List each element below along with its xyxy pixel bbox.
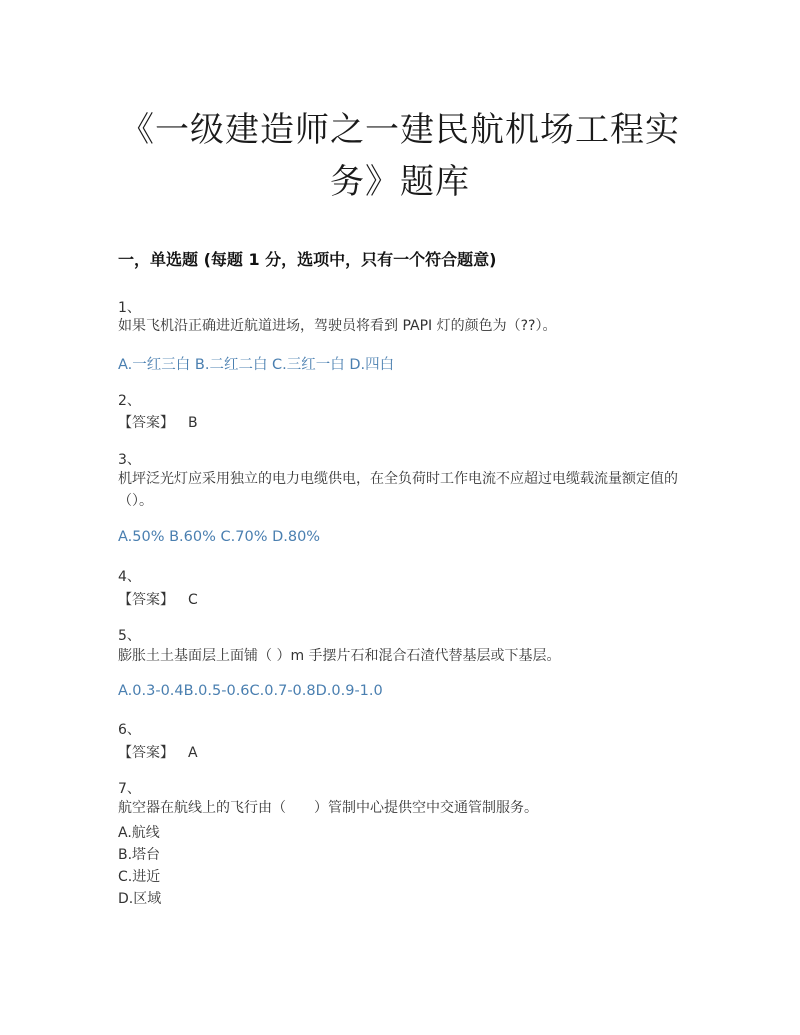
option-line: B.塔台 <box>118 847 161 863</box>
answer-line <box>118 742 198 762</box>
question-options: A.0.3-0.4B.0.5-0.6C.0.7-0.8D.0.9-1.0 <box>118 683 383 699</box>
title-line-2: 务》题库 <box>330 162 470 202</box>
question-number: 6、 <box>118 722 141 738</box>
question-number: 1、 <box>118 300 141 316</box>
answer-line <box>118 412 198 432</box>
section-heading: 一，单选题 (每题 1 分，选项中，只有一个符合题意) <box>118 250 497 269</box>
question-options: A.一红三白 B.二红二白 C.三红一白 D.四白 <box>118 357 395 373</box>
document-title <box>100 104 700 208</box>
option-line: A.航线 <box>118 825 160 841</box>
answer-label: 【答案】 <box>118 592 174 608</box>
answer-line <box>118 589 198 609</box>
question-number: 3、 <box>118 452 141 468</box>
title-line-1: 《一级建造师之一建民航机场工程实 <box>120 110 680 150</box>
question-number: 5、 <box>118 628 141 644</box>
option-line: D.区域 <box>118 891 162 907</box>
question-text: 如果飞机沿正确进近航道进场，驾驶员将看到 PAPI 灯的颜色为（??）。 <box>118 318 557 334</box>
question-text: 机坪泛光灯应采用独立的电力电缆供电，在全负荷时工作电流不应超过电缆载流量额定值的（）。 <box>118 471 678 509</box>
answer-value: A <box>188 745 198 761</box>
question-number: 7、 <box>118 781 141 797</box>
question-number: 2、 <box>118 393 141 409</box>
answer-label: 【答案】 <box>118 415 174 431</box>
question-number: 4、 <box>118 569 141 585</box>
question-options: A.50% B.60% C.70% D.80% <box>118 529 321 545</box>
option-line: C.进近 <box>118 869 161 885</box>
answer-value: C <box>188 592 198 608</box>
answer-label: 【答案】 <box>118 745 174 761</box>
answer-value: B <box>188 415 198 431</box>
question-text: 膨胀土土基面层上面铺（ ）m 手摆片石和混合石渣代替基层或下基层。 <box>118 648 561 664</box>
question-text: 航空器在航线上的飞行由（ ）管制中心提供空中交通管制服务。 <box>118 800 538 816</box>
